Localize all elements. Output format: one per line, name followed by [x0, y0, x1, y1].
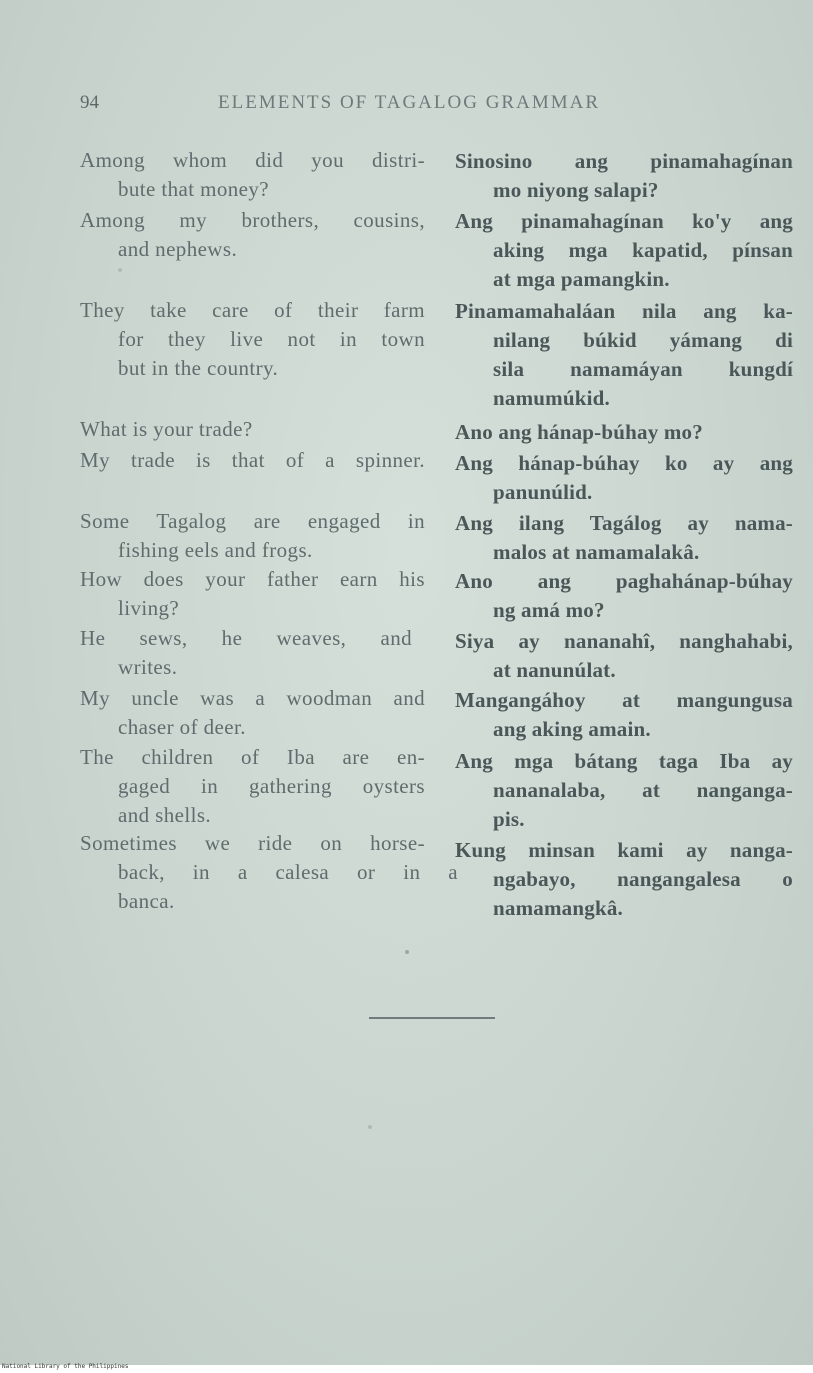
tagalog-line: malos at namamalakâ. — [493, 540, 700, 564]
tagalog-entry — [455, 686, 793, 744]
english-line: gaged in gathering oysters — [118, 774, 425, 798]
tagalog-entry — [455, 449, 793, 507]
tagalog-line: panunúlid. — [493, 480, 593, 504]
english-entry — [80, 684, 425, 742]
english-line: The children of Iba are en- — [80, 745, 425, 769]
tagalog-entry — [455, 567, 793, 625]
tagalog-line: pis. — [493, 807, 525, 831]
running-title: ELEMENTS OF TAGALOG GRAMMAR — [218, 92, 601, 113]
english-line: My trade is that of a spinner. — [80, 448, 425, 472]
tagalog-line: nilang búkid yámang di — [493, 328, 793, 352]
english-entry — [80, 415, 425, 444]
tagalog-entry — [455, 747, 793, 834]
tagalog-entry — [455, 418, 793, 447]
section-divider — [369, 1017, 495, 1019]
english-line: They take care of their farm — [80, 298, 425, 322]
english-line: Some Tagalog are engaged in — [80, 509, 425, 533]
tagalog-line: nananalaba, at nanganga- — [493, 778, 793, 802]
english-line: How does your father earn his — [80, 567, 425, 591]
english-line: and shells. — [118, 803, 212, 827]
english-entry — [80, 146, 425, 204]
english-line: living? — [118, 596, 180, 620]
english-entry — [80, 565, 425, 623]
tagalog-line: ang aking amain. — [493, 717, 651, 741]
english-line: chaser of deer. — [118, 715, 246, 739]
tagalog-line: Ano ang paghahánap-búhay — [455, 569, 793, 593]
paper-speck — [368, 1125, 372, 1129]
page-header — [80, 92, 700, 122]
english-line: Among whom did you distri- — [80, 148, 425, 172]
english-entry — [80, 829, 458, 916]
tagalog-entry — [455, 297, 793, 413]
tagalog-line: Siya ay nananahî, nanghahabi, — [455, 629, 793, 653]
english-line: and nephews. — [118, 237, 238, 261]
english-line: Sometimes we ride on horse- — [80, 831, 425, 855]
tagalog-line: Ano ang hánap-búhay mo? — [455, 420, 703, 444]
tagalog-entry — [455, 509, 793, 567]
english-line: What is your trade? — [80, 417, 253, 441]
english-line: He sews, he weaves, and — [80, 626, 412, 650]
tagalog-line: namumúkid. — [493, 386, 610, 410]
english-entry — [80, 446, 425, 475]
english-line: back, in a calesa or in a — [118, 860, 458, 884]
tagalog-line: Ang mga bátang taga Iba ay — [455, 749, 793, 773]
english-entry — [80, 296, 425, 383]
tagalog-entry — [455, 627, 793, 685]
page-number: 94 — [80, 92, 99, 113]
scan-credit: National Library of the Philippines — [2, 1363, 129, 1370]
tagalog-line: Mangangáhoy at mangungusa — [455, 688, 793, 712]
english-entry — [80, 624, 425, 682]
english-line: for they live not in town — [118, 327, 425, 351]
paper-speck — [118, 268, 122, 272]
tagalog-entry — [455, 147, 793, 205]
tagalog-line: namamangkâ. — [493, 896, 623, 920]
tagalog-line: Pinamamahaláan nila ang ka- — [455, 299, 793, 323]
english-line: fishing eels and frogs. — [118, 538, 313, 562]
tagalog-line: at nanunúlat. — [493, 658, 616, 682]
tagalog-line: Ang pinamahagínan ko'y ang — [455, 209, 793, 233]
tagalog-line: Kung minsan kami ay nanga- — [455, 838, 793, 862]
tagalog-line: sila namamáyan kungdí — [493, 357, 793, 381]
paper-speck — [405, 950, 409, 954]
english-entry — [80, 743, 425, 830]
tagalog-line: aking mga kapatid, pínsan — [493, 238, 793, 262]
tagalog-entry — [455, 207, 793, 294]
tagalog-line: Ang hánap-búhay ko ay ang — [455, 451, 793, 475]
tagalog-line: ng amá mo? — [493, 598, 605, 622]
english-line: bute that money? — [118, 177, 270, 201]
english-line: writes. — [118, 655, 178, 679]
english-line: Among my brothers, cousins, — [80, 208, 425, 232]
tagalog-line: Sinosino ang pinamahagínan — [455, 149, 793, 173]
tagalog-line: ngabayo, nangangalesa o — [493, 867, 793, 891]
english-entry — [80, 206, 425, 264]
english-line: banca. — [118, 889, 175, 913]
english-line: but in the country. — [118, 356, 279, 380]
tagalog-line: mo niyong salapi? — [493, 178, 659, 202]
tagalog-entry — [455, 836, 793, 923]
english-entry — [80, 507, 425, 565]
tagalog-line: at mga pamangkin. — [493, 267, 670, 291]
tagalog-line: Ang ilang Tagálog ay nama- — [455, 511, 793, 535]
english-line: My uncle was a woodman and — [80, 686, 425, 710]
scan-credit-bar — [0, 1365, 813, 1373]
